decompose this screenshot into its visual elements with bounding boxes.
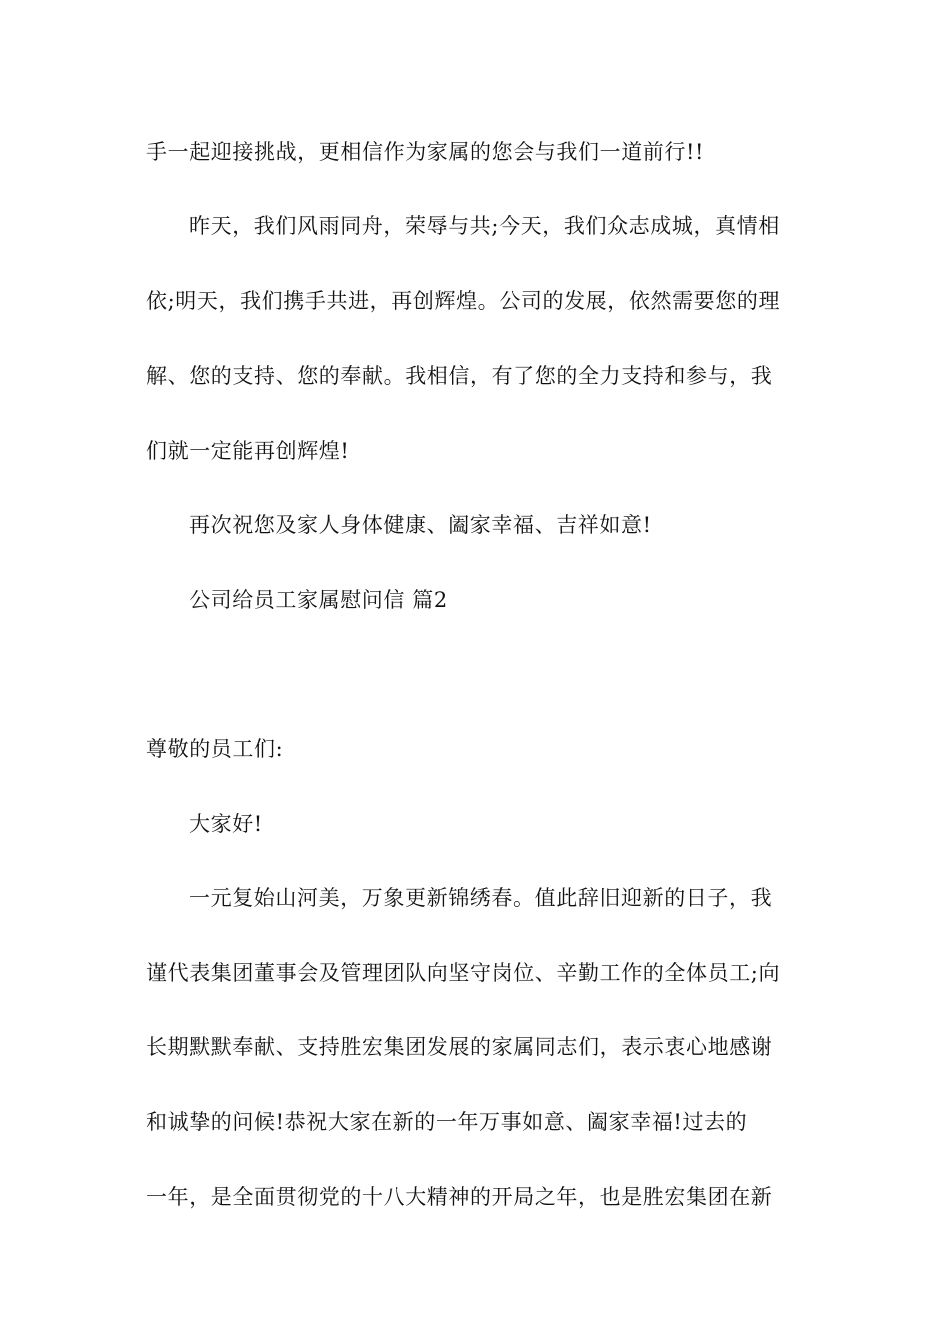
paragraph-line: 再次祝您及家人身体健康、阖家幸福、吉祥如意! [189,513,652,537]
paragraph-line: 一元复始山河美，万象更新锦绣春。值此辞旧迎新的日子，我 [189,886,773,910]
paragraph-line: 昨天，我们风雨同舟，荣辱与共;今天，我们众志成城，真情相 [189,214,780,238]
salutation: 尊敬的员工们: [146,737,284,761]
paragraph-line: 们就一定能再创辉煌! [146,439,350,463]
paragraph-line: 谨代表集团董事会及管理团队向坚守岗位、辛勤工作的全体员工;向 [146,961,781,985]
greeting: 大家好! [189,812,263,836]
paragraph-line: 解、您的支持、您的奉献。我相信，有了您的全力支持和参与，我 [146,364,773,388]
paragraph-line: 依;明天，我们携手共进，再创辉煌。公司的发展，依然需要您的理 [146,289,781,313]
paragraph-line: 和诚挚的问候!恭祝大家在新的一年万事如意、阖家幸福!过去的 [146,1110,748,1134]
paragraph-line: 一年，是全面贯彻党的十八大精神的开局之年，也是胜宏集团在新 [146,1185,773,1209]
section-heading: 公司给员工家属慰问信 篇2 [189,588,448,612]
paragraph-line: 手一起迎接挑战，更相信作为家属的您会与我们一道前行!! [146,140,705,164]
paragraph-line: 长期默默奉献、支持胜宏集团发展的家属同志们，表示衷心地感谢 [146,1035,773,1059]
